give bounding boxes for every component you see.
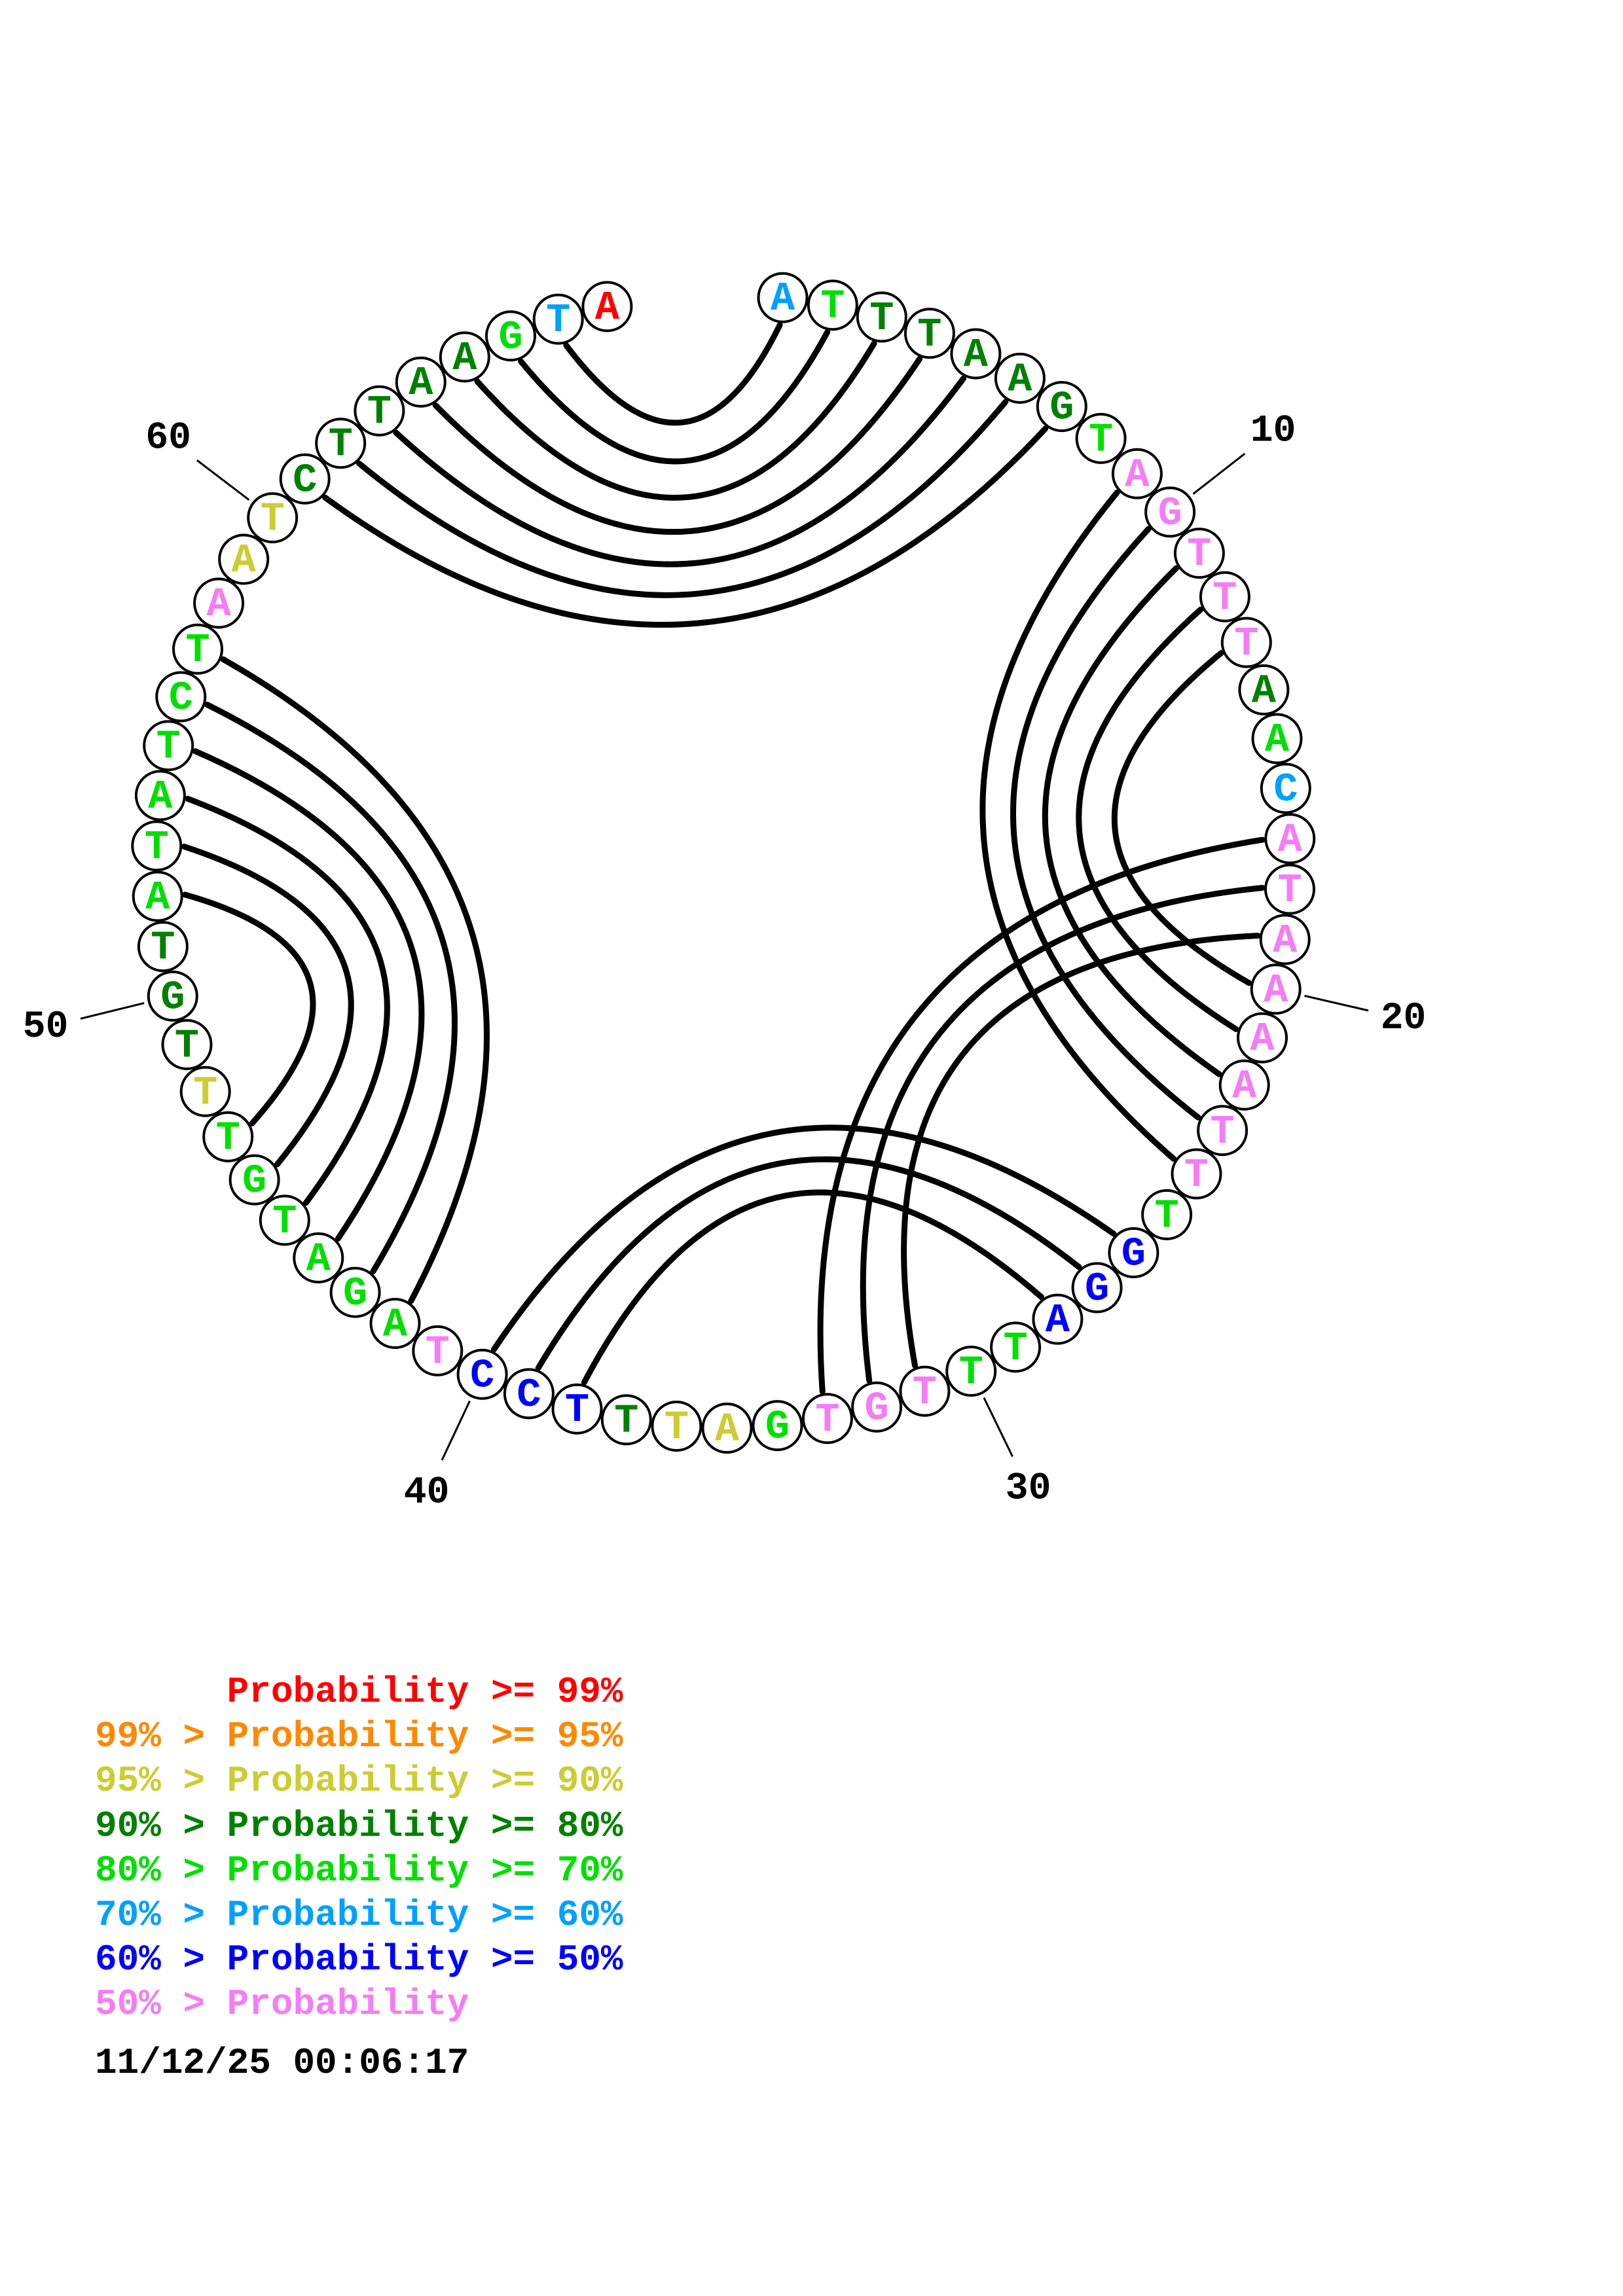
nucleotide-letter: T xyxy=(869,295,894,342)
nucleotide-letter: T xyxy=(1184,1152,1209,1198)
nucleotide-letter: T xyxy=(185,627,210,674)
position-leader-line xyxy=(984,1398,1013,1457)
pair-arc xyxy=(396,378,964,564)
nucleotide-letter: A xyxy=(1232,1063,1257,1110)
position-label: 30 xyxy=(1005,1467,1051,1511)
nucleotide-letter: T xyxy=(958,1349,983,1396)
probability-legend xyxy=(95,1670,623,2027)
nucleotide-letter: C xyxy=(293,457,318,504)
nucleotide-letter: A xyxy=(452,334,477,382)
nucleotide-letter: G xyxy=(1084,1265,1110,1312)
nucleotide-letter: T xyxy=(156,723,181,770)
nucleotide-letter: A xyxy=(145,874,170,921)
nucleotide-letter: C xyxy=(168,675,193,721)
nucleotide-letter: T xyxy=(151,924,175,971)
nucleotide-letter: G xyxy=(160,974,185,1021)
nucleotide-letter: A xyxy=(1264,717,1290,763)
nucleotide-letter: T xyxy=(1213,575,1237,622)
nucleotide-letter: A xyxy=(1045,1297,1070,1344)
nucleotide-letter: C xyxy=(1273,766,1298,813)
legend-line-95: 99% > Probability >= 95% xyxy=(95,1715,623,1758)
nucleotide-letter: A xyxy=(306,1236,331,1283)
nucleotide-letter: T xyxy=(917,311,942,358)
position-label: 10 xyxy=(1250,410,1296,453)
legend-line-70: 80% > Probability >= 70% xyxy=(95,1849,623,1892)
nucleotide-letter: A xyxy=(1264,967,1288,1014)
nucleotide-letter: T xyxy=(912,1369,938,1416)
nucleotide-letter: T xyxy=(1210,1108,1235,1155)
nucleotide-letter: G xyxy=(765,1403,790,1450)
nucleotide-letter: G xyxy=(1049,384,1074,431)
timestamp: 11/12/25 00:06:17 xyxy=(95,2042,469,2084)
nucleotide-letter: T xyxy=(367,389,392,436)
position-label: 20 xyxy=(1380,997,1427,1040)
nucleotide-letter: A xyxy=(1273,917,1298,964)
position-label: 60 xyxy=(145,417,192,460)
nucleotide-letter: T xyxy=(174,1022,200,1069)
nucleotide-letter: G xyxy=(498,314,523,361)
legend-line-60: 70% > Probability >= 60% xyxy=(95,1893,623,1936)
nucleotide-letter: G xyxy=(342,1270,368,1318)
nucleotide-letter: T xyxy=(1234,620,1259,668)
nucleotide-letter: G xyxy=(864,1385,889,1432)
pair-arc xyxy=(223,659,487,1300)
position-label: 50 xyxy=(22,1006,69,1049)
pair-arc xyxy=(521,332,828,461)
nucleotide-letter: A xyxy=(206,581,231,628)
nucleotide-letter: A xyxy=(770,276,795,323)
pair-arc xyxy=(1013,529,1198,1117)
position-leader-line xyxy=(1305,996,1369,1011)
nucleotide-letter: A xyxy=(231,537,256,584)
nucleotide-letter: T xyxy=(272,1198,297,1245)
pair-arc xyxy=(566,325,780,423)
legend-line-80: 90% > Probability >= 80% xyxy=(95,1804,623,1847)
nucleotide-letter: T xyxy=(614,1397,639,1444)
nucleotide-letter: T xyxy=(328,421,353,468)
nucleotide-letter: A xyxy=(594,284,620,331)
nucleotide-letter: A xyxy=(382,1301,408,1348)
nucleotide-letter: T xyxy=(815,1396,840,1443)
nucleotide-letter: G xyxy=(242,1158,267,1205)
legend-line-50: 60% > Probability >= 50% xyxy=(95,1939,623,1981)
nucleotide-letter: A xyxy=(1250,1016,1275,1063)
nucleotide-letter: T xyxy=(260,495,285,543)
nucleotide-letter: A xyxy=(963,332,989,378)
nucleotide-letter: A xyxy=(714,1406,740,1453)
legend-line-lt50: 50% > Probability xyxy=(95,1983,469,2026)
nucleotide-letter: T xyxy=(820,283,845,330)
nucleotide-letter: A xyxy=(1277,816,1302,863)
nucleotide-letter: T xyxy=(664,1404,689,1451)
nucleotide-letter: T xyxy=(193,1069,218,1117)
position-leader-line xyxy=(81,1003,144,1019)
position-label: 40 xyxy=(403,1471,450,1515)
legend-line-90: 95% > Probability >= 90% xyxy=(95,1760,623,1803)
position-leader-line xyxy=(442,1401,470,1461)
pair-arcs xyxy=(184,325,1262,1392)
pair-arc xyxy=(1114,653,1249,983)
nucleotide-letter: T xyxy=(1277,867,1302,914)
position-leader-line xyxy=(1194,454,1245,494)
nucleotide-letter: T xyxy=(425,1329,450,1376)
nucleotide-letter: T xyxy=(546,297,571,344)
position-leader-line xyxy=(197,460,249,500)
nucleotide-letter: T xyxy=(144,823,169,870)
nucleotide-letter: A xyxy=(148,773,173,820)
nucleotide-letter: T xyxy=(564,1387,590,1434)
legend-line-99: Probability >= 99% xyxy=(95,1671,623,1713)
nucleotide-letter: T xyxy=(1003,1325,1028,1372)
nucleotide-letter: G xyxy=(1158,490,1182,537)
nucleotide-letter: T xyxy=(215,1115,240,1162)
nucleotide-letter: C xyxy=(469,1352,495,1399)
nucleotide-letter: C xyxy=(517,1371,541,1418)
nucleotide-letter: G xyxy=(1121,1230,1146,1278)
nucleotide-letter: T xyxy=(1088,416,1114,463)
nucleotide-letter: T xyxy=(1154,1193,1179,1240)
nucleotide-letter: A xyxy=(1008,356,1032,403)
nucleotide-letter: A xyxy=(1251,668,1277,715)
nucleotide-letter: A xyxy=(409,360,433,407)
nucleotide-letter: T xyxy=(1187,531,1212,578)
nucleotide-letter: A xyxy=(1125,452,1150,499)
